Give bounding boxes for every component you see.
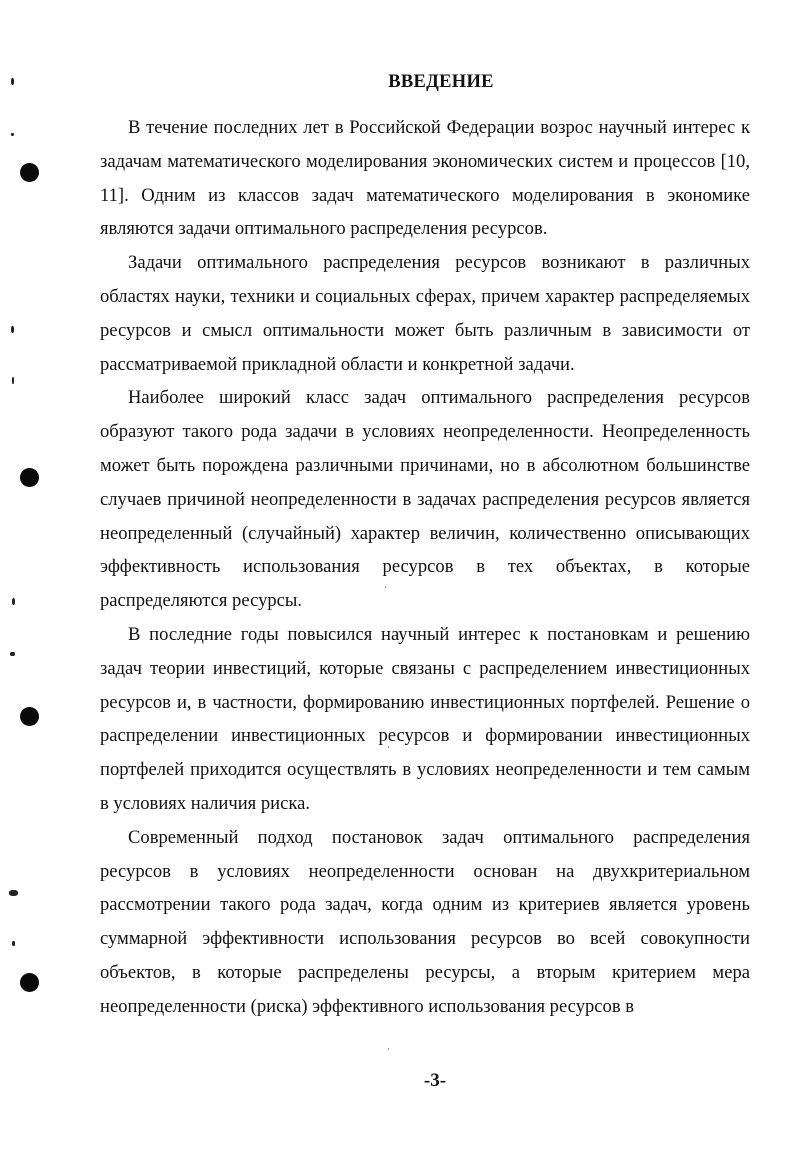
- punch-hole: [20, 163, 39, 182]
- punch-hole: [20, 707, 39, 726]
- body-text: [100, 111, 750, 1024]
- scan-mark: [12, 598, 15, 605]
- scan-mark: [9, 890, 18, 896]
- scan-mark: [12, 941, 15, 946]
- scan-speck: [388, 1048, 389, 1050]
- scan-mark: [11, 133, 14, 136]
- paragraph: Современный подход постановок задач оптимального распределения ресурсов в условиях неопределенности основан на двухкритериальном рассмотрении такого рода задач, когда одним из критериев является уровень суммарной эффективности использования ресурсов во всей совокупности объектов, в которые распределены ресурсы, а вторым критерием мера неопределенности (риска) эффективного использования ресурсов в: [100, 826, 750, 1017]
- scan-mark: [10, 652, 15, 656]
- scan-mark: [11, 326, 14, 333]
- page-number: -3-: [423, 1070, 447, 1091]
- section-title: ВВЕДЕНИЕ: [388, 72, 494, 92]
- punch-hole: [20, 468, 39, 487]
- paragraph: В последние годы повысился научный интерес к постановкам и решению задач теории инвестиций, которые связаны с распределением инвестиционных ресурсов и, в частности, формированию инвестиционных портфелей. Решение о распределении инвестиционных ресурсов и формировании инвестиционных портфелей приходится осуществлять в условиях неопределенности и тем самым в условиях наличия риска.: [100, 623, 750, 814]
- paragraph: В течение последних лет в Российской Федерации возрос научный интерес к задачам математического моделирования экономических систем и процессов [10, 11]. Одним из классов задач математического моделирования в экономике являются задачи оптимального распределения ресурсов.: [100, 117, 750, 240]
- paragraph: Наиболее широкий класс задач оптимального распределения ресурсов образуют такого рода задачи в условиях неопределенности. Неопределенность может быть порождена различными причинами, но в абсолютном большинстве случаев причиной неопределенности в задачах распределения ресурсов является неопределенный (случайный) характер величин, количественно описывающих эффективность использования ресурсов в тех объектах, в которые распределяются ресурсы.: [100, 387, 750, 612]
- scan-mark: [12, 377, 14, 384]
- punch-hole: [20, 973, 39, 992]
- paragraph: Задачи оптимального распределения ресурсов возникают в различных областях науки, техники и социальных сферах, причем характер распределяемых ресурсов и смысл оптимальности может быть различным в зависимости от рассматриваемой прикладной области и конкретной задачи.: [100, 252, 750, 375]
